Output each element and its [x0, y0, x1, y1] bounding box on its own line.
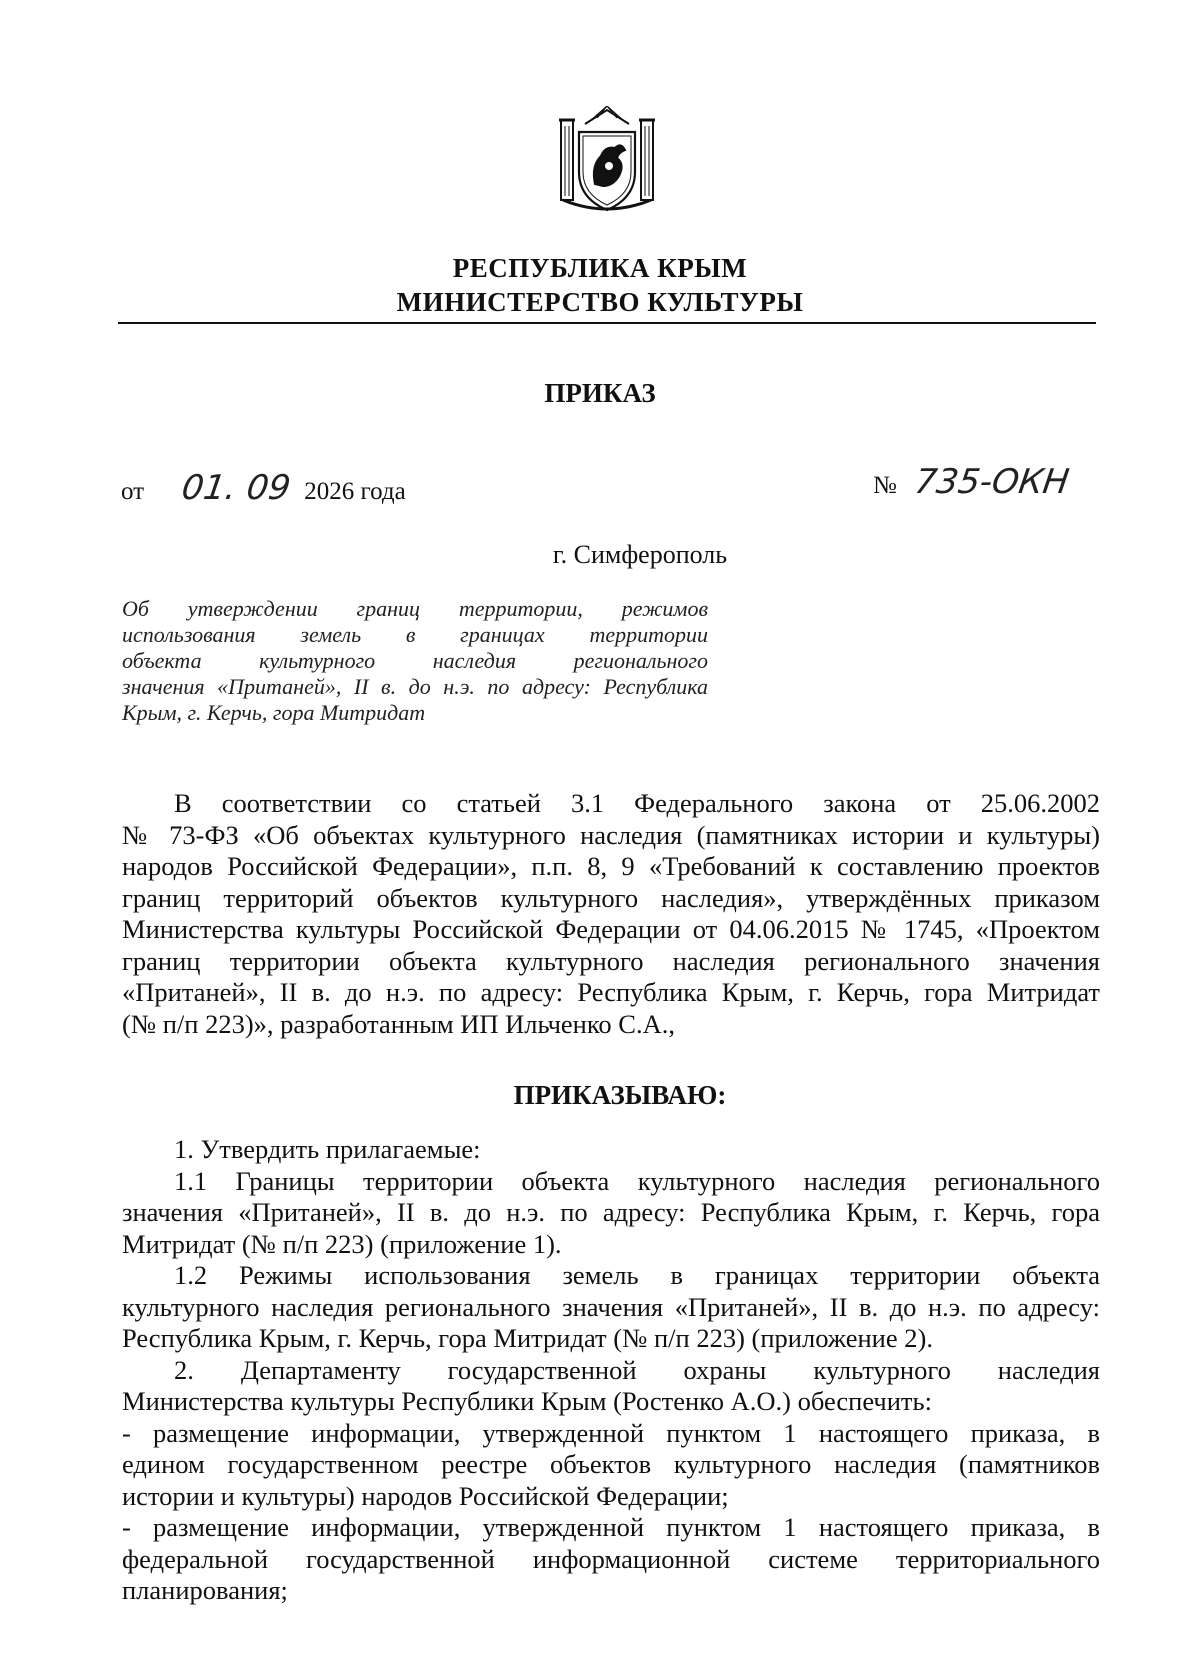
- order-line: Министерства культуры Республики Крым (Ростенко А.О.) обеспечить:: [122, 1386, 932, 1416]
- order-line: значения «Пританей», II в. до н.э. по адресу: Республика Крым, г. Керчь, гора: [122, 1197, 1100, 1227]
- handwritten-number: 735-ОКН: [912, 462, 1072, 502]
- preamble-line: границ территории объекта культурного наследия регионального значения: [122, 945, 1100, 976]
- order-line: 1.1 Границы территории объекта культурного наследия регионального: [174, 1165, 1100, 1196]
- order-line: федеральной государственной информационной системе территориального: [122, 1543, 1100, 1574]
- preamble-line: № 73-ФЗ «Об объектах культурного наследия (памятниках истории и культуры): [122, 819, 1100, 850]
- republic-title: РЕСПУБЛИКА КРЫМ: [452, 253, 748, 283]
- preamble-line: (№ п/п 223)», разработанным ИП Ильченко С.А.,: [122, 1008, 675, 1039]
- order-line: планирования;: [122, 1575, 288, 1605]
- document-type: ПРИКАЗ: [544, 378, 656, 408]
- order-line: - размещение информации, утвержденной пунктом 1 настоящего приказа, в: [122, 1417, 1100, 1448]
- number-row: [873, 462, 1072, 502]
- city: г. Симферополь: [552, 540, 728, 569]
- preamble-line: «Пританей», II в. до н.э. по адресу: Республика Крым, г. Керчь, гора Митридат: [122, 977, 1100, 1007]
- preamble: [122, 788, 1100, 1040]
- order-line: Митридат (№ п/п 223) (приложение 1).: [122, 1228, 562, 1259]
- order-line: 2. Департаменту государственной охраны культурного наследия: [174, 1354, 1100, 1385]
- subject-line: объекта культурного наследия регионального: [122, 648, 708, 673]
- date-year: 2026 года: [304, 478, 406, 505]
- order-line: едином государственном реестре объектов культурного наследия (памятников: [122, 1449, 1100, 1479]
- subject-block: [122, 596, 708, 726]
- subject-line: значения «Пританей», II в. до н.э. по адресу: Республика: [122, 674, 708, 699]
- date-prefix: от: [121, 478, 145, 505]
- handwritten-date: 01. 09: [179, 468, 294, 508]
- date-row: [121, 468, 406, 508]
- subject-line: использования земель в границах территории: [122, 622, 708, 647]
- number-prefix: №: [873, 472, 897, 499]
- preamble-line: Министерства культуры Российской Федерации от 04.06.2015 № 1745, «Проектом: [122, 914, 1100, 944]
- order-line: 1. Утвердить прилагаемые:: [174, 1134, 481, 1164]
- order-line: - размещение информации, утвержденной пунктом 1 настоящего приказа, в: [122, 1512, 1100, 1542]
- ministry-title: МИНИСТЕРСТВО КУЛЬТУРЫ: [396, 287, 804, 317]
- crimea-coat-of-arms-icon: [555, 106, 659, 216]
- order-line: 1.2 Режимы использования земель в границах территории объекта: [174, 1260, 1100, 1290]
- preamble-line: В соответствии со статьей 3.1 Федерального закона от 25.06.2002: [174, 788, 1100, 818]
- preamble-line: границ территорий объектов культурного наследия», утверждённых приказом: [122, 882, 1100, 913]
- subject-line: Об утверждении границ территории, режимов: [122, 596, 708, 621]
- order-line: истории и культуры) народов Российской Федерации;: [122, 1480, 729, 1511]
- header-divider: [118, 322, 1096, 324]
- order-line: культурного наследия регионального значения «Пританей», II в. до н.э. по адресу:: [122, 1291, 1100, 1322]
- subject-line: Крым, г. Керчь, гора Митридат: [122, 700, 426, 725]
- preamble-line: народов Российской Федерации», п.п. 8, 9 «Требований к составлению проектов: [122, 851, 1100, 881]
- order-body: [122, 1134, 1100, 1607]
- order-line: Республика Крым, г. Керчь, гора Митридат (№ п/п 223) (приложение 2).: [122, 1323, 933, 1353]
- order-heading: ПРИКАЗЫВАЮ:: [513, 1080, 727, 1110]
